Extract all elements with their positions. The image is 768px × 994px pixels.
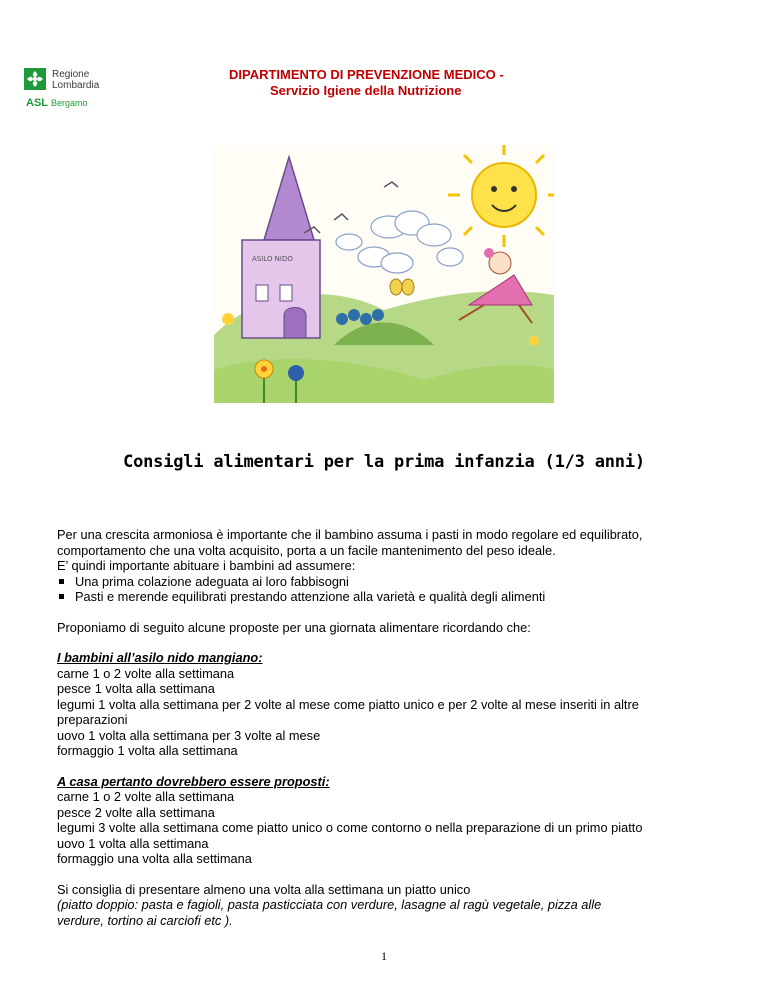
- department-name: DIPARTIMENTO DI PREVENZIONE MEDICO -: [229, 67, 504, 82]
- bullet-item: Una prima colazione adeguata ai loro fabbisogni: [57, 574, 737, 590]
- nursery-line: preparazioni: [57, 712, 128, 727]
- intro-line: comportamento che una volta acquisito, porta a un facile mantenimento del peso ideale.: [57, 542, 556, 558]
- document-body: [57, 527, 737, 928]
- nursery-line: legumi 1 volta alla settimana per 2 volte al mese come piatto unico e per 2 volte al mese inseriti in altre: [57, 696, 639, 712]
- lombardia-rose-icon: [24, 68, 46, 90]
- home-line: carne 1 o 2 volte alla settimana: [57, 789, 235, 804]
- intro-bullet-list: [57, 574, 737, 605]
- intro-line: E’ quindi importante abituare i bambini ad assumere:: [57, 558, 356, 573]
- home-line: formaggio una volta alla settimana: [57, 851, 252, 866]
- asl-logo: [24, 68, 134, 112]
- house-sign: ASILO NIDO: [252, 255, 293, 263]
- asl-label: ASL Bergamo: [26, 97, 88, 109]
- page-number: 1: [381, 949, 387, 963]
- advice-example: (piatto doppio: pasta e fagioli, pasta pasticciata con verdure, lasagne al ragù vegetale, pizza alle: [57, 897, 602, 912]
- home-line: pesce 2 volte alla settimana: [57, 804, 215, 820]
- department-header: [229, 67, 504, 99]
- nursery-line: pesce 1 volta alla settimana: [57, 681, 215, 696]
- home-line: uovo 1 volta alla settimana: [57, 835, 209, 851]
- advice-text: Si consiglia di presentare almeno una volta alla settimana un piatto unico: [57, 881, 471, 897]
- child-drawing-illustration: [214, 145, 554, 403]
- intro-line: Per una crescita armoniosa è importante che il bambino assuma i pasti in modo regolare ed equilibrato,: [57, 527, 643, 542]
- document-title: Consigli alimentari per la prima infanzia (1/3 anni): [123, 452, 645, 472]
- advice-example: verdure, tortino ai carciofi etc ).: [57, 912, 233, 928]
- nursery-line: carne 1 o 2 volte alla settimana: [57, 665, 235, 681]
- region-name: Regione Lombardia: [52, 69, 100, 91]
- home-heading: A casa pertanto dovrebbero essere proposti:: [57, 773, 330, 789]
- service-name: Servizio Igiene della Nutrizione: [270, 83, 462, 98]
- nursery-line: formaggio 1 volta alla settimana: [57, 743, 238, 758]
- nursery-heading: I bambini all’asilo nido mangiano:: [57, 650, 263, 665]
- proposal-text: Proponiamo di seguito alcune proposte per una giornata alimentare ricordando che:: [57, 619, 531, 635]
- bullet-item: Pasti e merende equilibrati prestando attenzione alla varietà e qualità degli alimenti: [57, 589, 737, 605]
- nursery-line: uovo 1 volta alla settimana per 3 volte al mese: [57, 727, 321, 743]
- home-line: legumi 3 volte alla settimana come piatto unico o come contorno o nella preparazione di un primo piatto: [57, 820, 643, 835]
